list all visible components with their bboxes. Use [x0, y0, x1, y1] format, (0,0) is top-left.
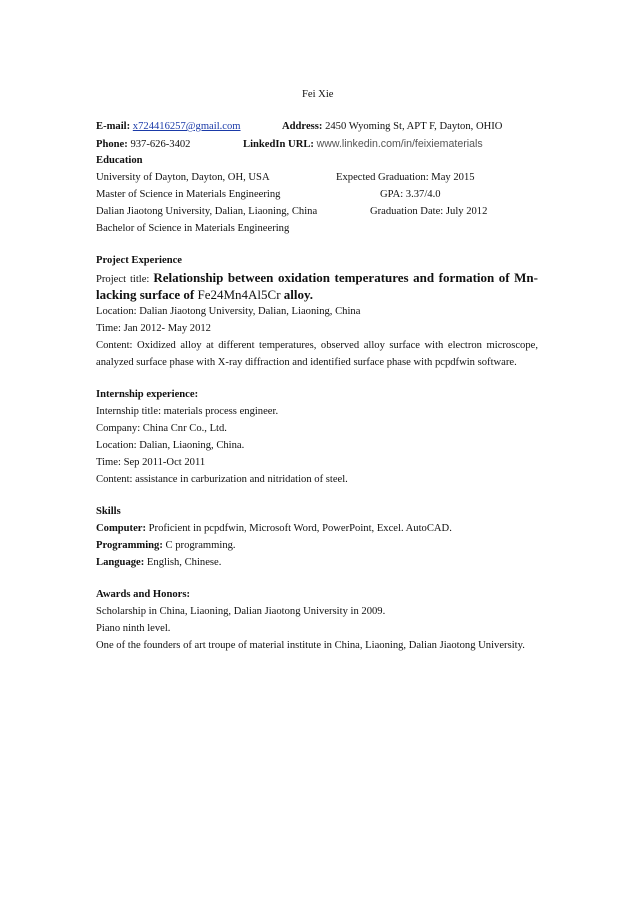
internship-time: Time: Sep 2011-Oct 2011 [96, 457, 206, 468]
project-title-part: lacking surface of [96, 287, 198, 302]
project-title-line2 [96, 287, 313, 305]
skill-label: Computer: [96, 523, 147, 534]
internship-title: Internship title: materials process engineer. [96, 406, 279, 417]
education-school: University of Dayton, Dayton, OH, USA [96, 172, 270, 183]
email-line [96, 120, 241, 133]
project-title-label: Project title: [96, 274, 150, 285]
address-line [282, 120, 502, 133]
education-date: Expected Graduation: May 2015 [336, 172, 475, 183]
project-time: Time: Jan 2012- May 2012 [96, 323, 211, 334]
education-degree: Bachelor of Science in Materials Engineering [96, 223, 290, 234]
phone-value: 937-626-3402 [130, 139, 191, 150]
education-school: Dalian Jiaotong University, Dalian, Liaoning, China [96, 206, 318, 217]
skill-value: Proficient in pcpdfwin, Microsoft Word, PowerPoint, Excel. AutoCAD. [146, 523, 452, 534]
phone-line [96, 138, 190, 151]
alloy-name: Fe24Mn4Al5Cr [197, 287, 281, 302]
skill-value: C programming. [162, 540, 236, 551]
linkedin-url[interactable]: www.linkedin.com/in/feixiematerials [316, 138, 483, 150]
skill-value: English, Chinese. [144, 557, 222, 568]
project-content-line2: analyzed surface phase with X-ray diffraction and identified surface phase with pcpdfwin software. [96, 357, 517, 368]
education-date: Graduation Date: July 2012 [370, 206, 488, 217]
internship-location: Location: Dalian, Liaoning, China. [96, 440, 245, 451]
skills-programming [96, 539, 236, 552]
candidate-name: Fei Xie [302, 89, 334, 100]
education-heading: Education [96, 155, 143, 166]
award-item: Piano ninth level. [96, 623, 171, 634]
project-content-line1: Content: Oxidized alloy at different temperatures, observed alloy surface with electron microscope, [96, 340, 538, 351]
project-heading: Project Experience [96, 255, 182, 266]
email-link[interactable]: x724416257@gmail.com [132, 121, 241, 132]
education-degree: Master of Science in Materials Engineering [96, 189, 281, 200]
address-label: Address: [282, 121, 323, 132]
skill-label: Language: [96, 557, 145, 568]
skill-label: Programming: [96, 540, 163, 551]
address-value: 2450 Wyoming St, APT F, Dayton, OHIO [325, 121, 503, 132]
phone-label: Phone: [96, 139, 128, 150]
skills-computer [96, 522, 452, 535]
skills-language [96, 556, 221, 569]
internship-company: Company: China Cnr Co., Ltd. [96, 423, 227, 434]
project-location: Location: Dalian Jiaotong University, Dalian, Liaoning, China [96, 306, 361, 317]
email-label: E-mail: [96, 121, 131, 132]
project-title: Relationship between oxidation temperatures and formation of Mn- [153, 270, 538, 285]
award-item: Scholarship in China, Liaoning, Dalian Jiaotong University in 2009. [96, 606, 386, 617]
internship-content: Content: assistance in carburization and nitridation of steel. [96, 474, 348, 485]
skills-heading: Skills [96, 506, 121, 517]
internship-heading: Internship experience: [96, 389, 199, 400]
project-title-part: alloy. [280, 287, 314, 302]
awards-heading: Awards and Honors: [96, 589, 190, 600]
award-item: One of the founders of art troupe of material institute in China, Liaoning, Dalian Jiaotong University. [96, 640, 525, 651]
linkedin-label: LinkedIn URL: [243, 139, 314, 150]
linkedin-line [243, 138, 483, 151]
education-gpa: GPA: 3.37/4.0 [380, 189, 441, 200]
project-title-line1 [96, 270, 538, 288]
